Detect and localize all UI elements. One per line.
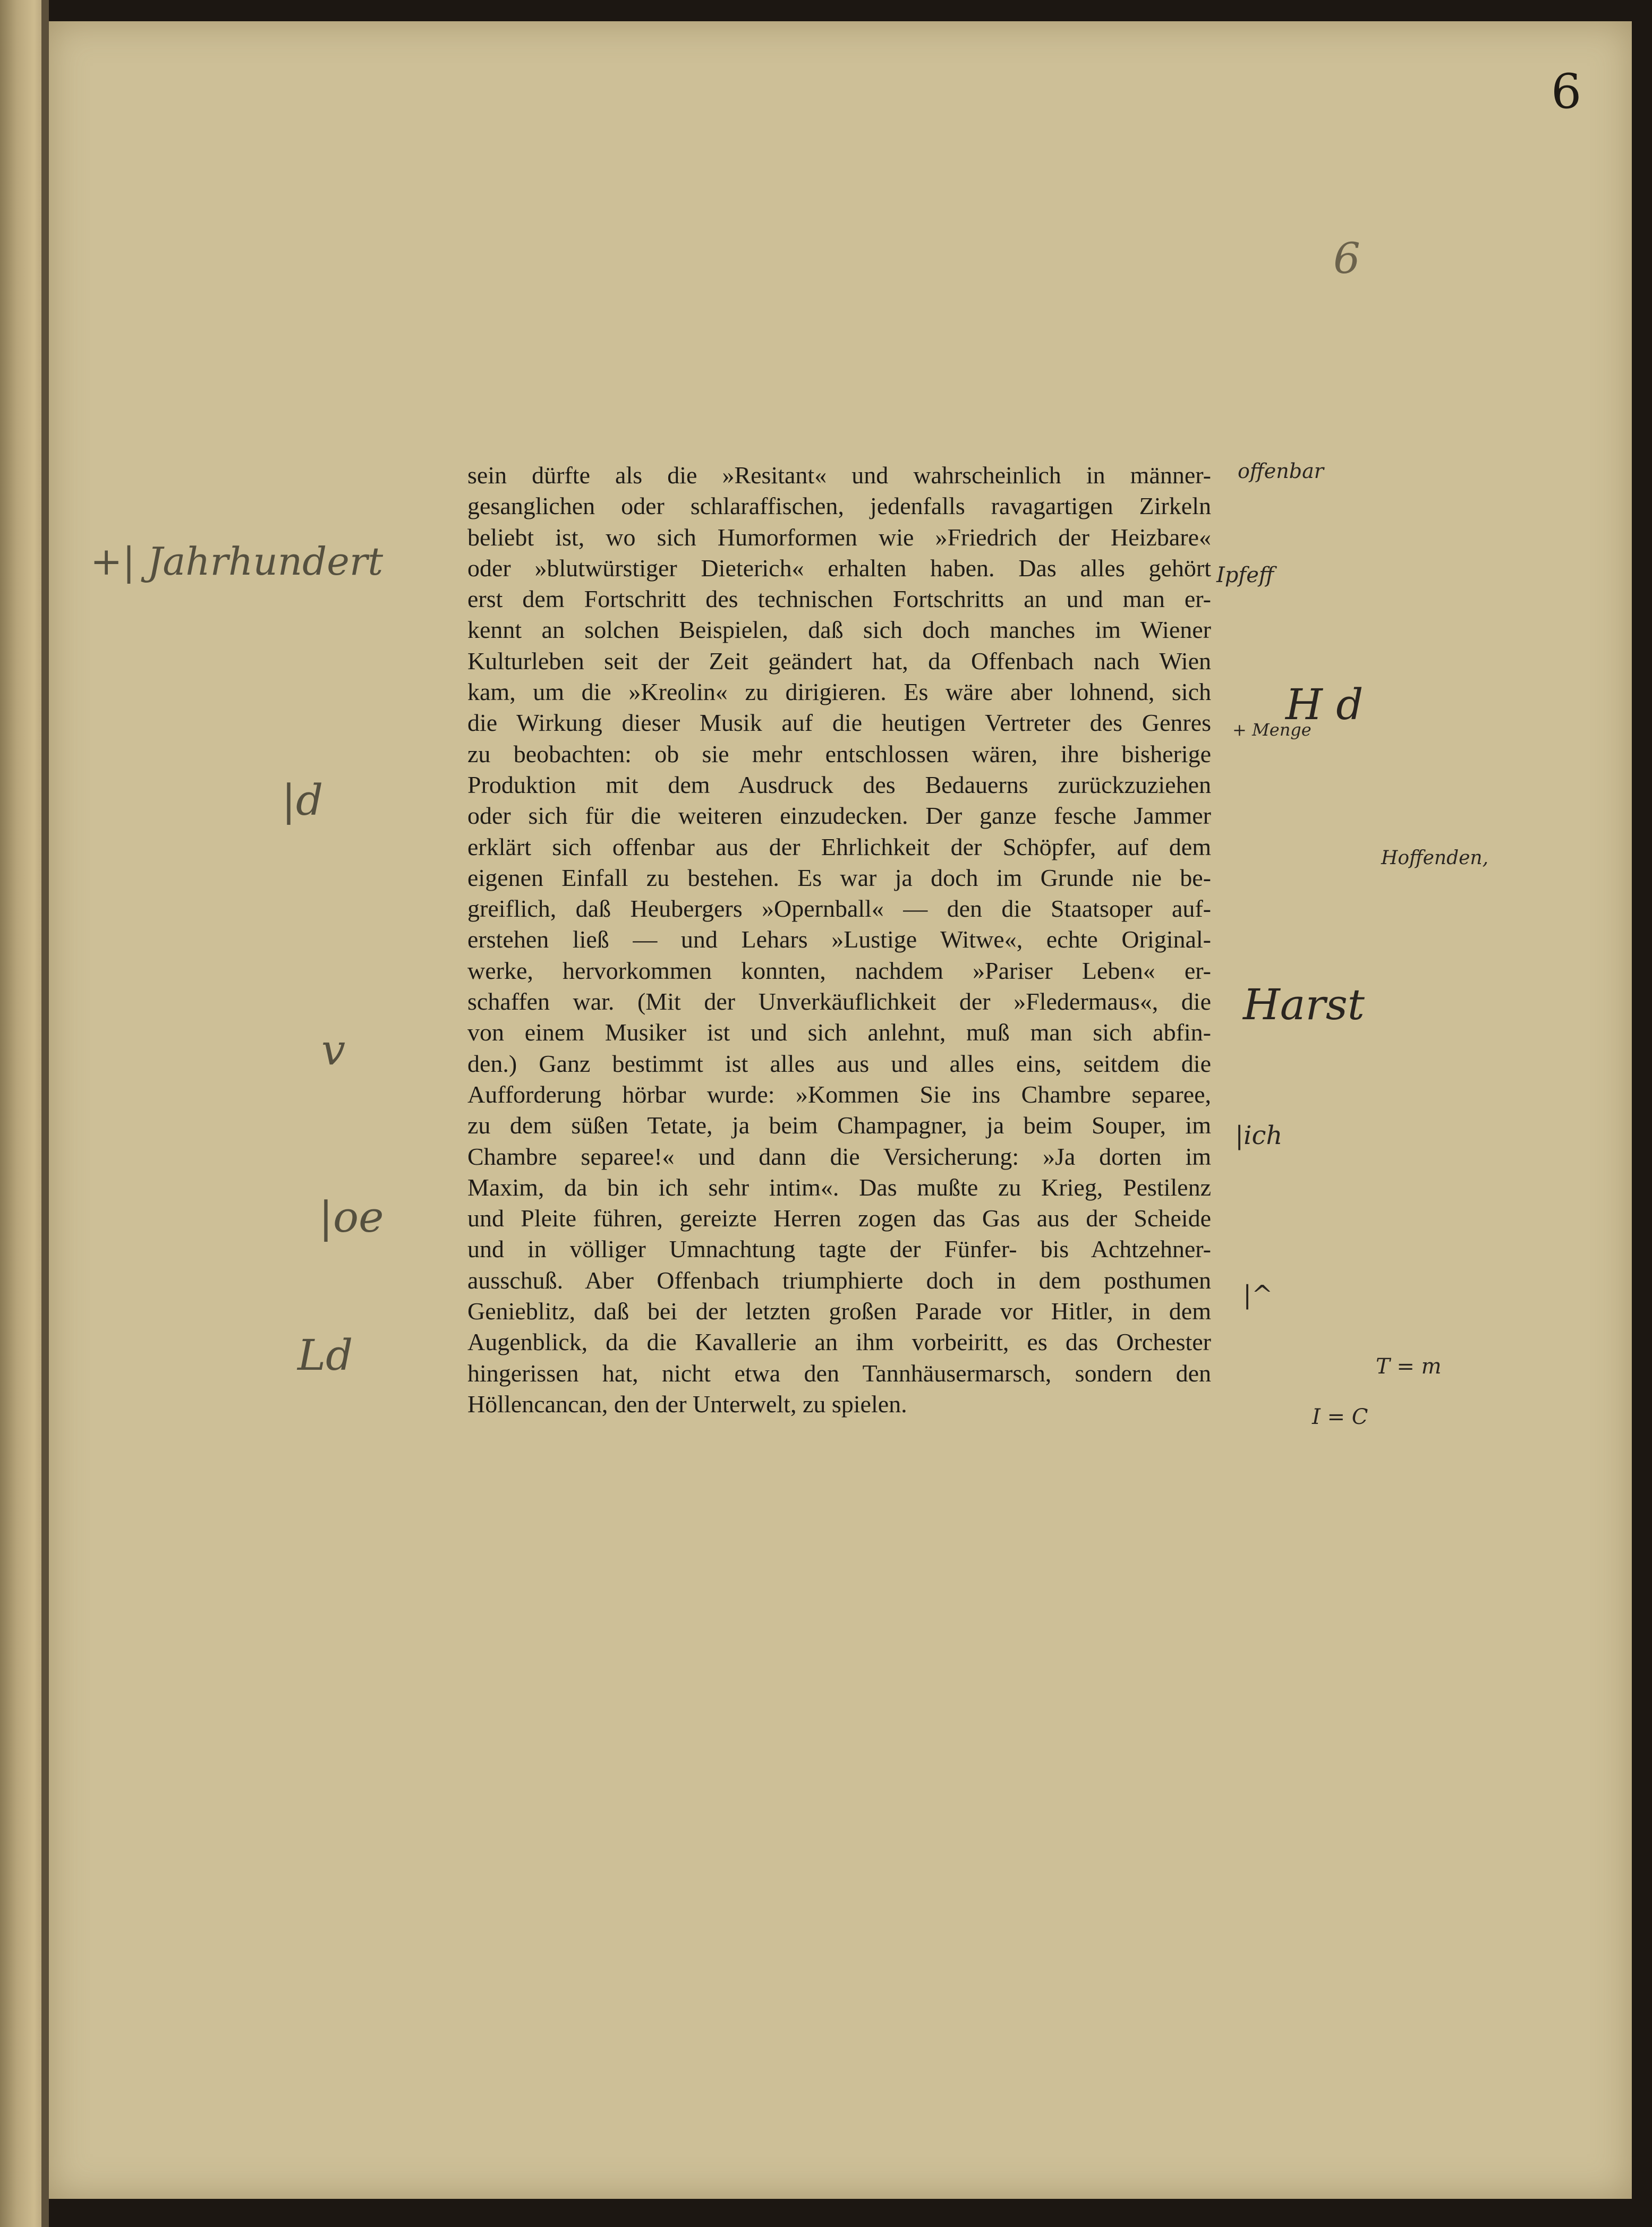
margin-note-left: Ld bbox=[297, 1330, 353, 1380]
margin-note-right: Harst bbox=[1243, 980, 1365, 1029]
text-line: kennt an solchen Beispielen, daß sich doch manches im Wiener bbox=[467, 616, 1211, 644]
text-line: die Wirkung dieser Musik auf die heutigen Vertreter des Genres bbox=[467, 709, 1211, 737]
text-line: eigenen Einfall zu bestehen. Es war ja doch im Grunde nie be- bbox=[467, 864, 1211, 891]
text-line: Kulturleben seit der Zeit geändert hat, da Offenbach nach Wien bbox=[467, 647, 1211, 675]
text-line: ausschuß. Aber Offenbach triumphierte doch in dem posthumen bbox=[467, 1266, 1211, 1294]
margin-note-right: Ipfeff bbox=[1216, 563, 1274, 587]
text-line: erstehen ließ — und Lehars »Lustige Witwe«, echte Original- bbox=[467, 926, 1211, 953]
text-line: Maxim, da bin ich sehr intim«. Das mußte zu Krieg, Pestilenz bbox=[467, 1173, 1211, 1201]
text-line: und Pleite führen, gereizte Herren zogen das Gas aus der Scheide bbox=[467, 1205, 1211, 1232]
text-line: Höllencancan, den der Unterwelt, zu spielen. bbox=[467, 1390, 907, 1418]
pencil-page-number: 6 bbox=[1333, 234, 1360, 283]
margin-note-right: T = m bbox=[1376, 1354, 1442, 1379]
text-line: zu dem süßen Tetate, ja beim Champagner, ja beim Souper, im bbox=[467, 1112, 1211, 1139]
binding-spine-edge bbox=[41, 0, 49, 2227]
margin-note-right: H d bbox=[1285, 680, 1364, 729]
margin-note-left: |d bbox=[282, 775, 323, 825]
margin-note-left: v bbox=[321, 1025, 346, 1074]
body-text bbox=[467, 460, 1211, 1420]
margin-note-left: +| Jahrhundert bbox=[90, 539, 384, 584]
text-line: greiflich, daß Heubergers »Opernball« — den die Staatsoper auf- bbox=[467, 895, 1211, 923]
text-line: schaffen war. (Mit der Unverkäuflichkeit der »Fledermaus«, die bbox=[467, 988, 1211, 1016]
text-line: hingerissen hat, nicht etwa den Tannhäusermarsch, sondern den bbox=[467, 1359, 1211, 1387]
margin-note-right: offenbar bbox=[1238, 459, 1324, 483]
text-line: Genieblitz, daß bei der letzten großen Parade vor Hitler, in dem bbox=[467, 1298, 1211, 1325]
text-line: Produktion mit dem Ausdruck des Bedauerns zurückzuziehen bbox=[467, 771, 1211, 798]
text-line: oder sich für die weiteren einzudecken. Der ganze fesche Jammer bbox=[467, 802, 1211, 830]
text-line: Chambre separee!« und dann die Versicherung: »Ja dorten im bbox=[467, 1142, 1211, 1170]
margin-note-right: |ich bbox=[1235, 1121, 1283, 1150]
text-line: oder »blutwürstiger Dieterich« erhalten haben. Das alles gehört bbox=[467, 554, 1211, 582]
text-line: gesanglichen oder schlaraffischen, jedenfalls ravagartigen Zirkeln bbox=[467, 492, 1211, 520]
margin-note-right: + Menge bbox=[1232, 720, 1312, 740]
text-line: kam, um die »Kreolin« zu dirigieren. Es wäre aber lohnend, sich bbox=[467, 678, 1211, 706]
text-line: von einem Musiker ist und sich anlehnt, muß man sich abfin- bbox=[467, 1019, 1211, 1046]
text-line: und in völliger Umnachtung tagte der Fünfer- bis Achtzehner- bbox=[467, 1235, 1211, 1263]
text-line: zu beobachten: ob sie mehr entschlossen wären, ihre bisherige bbox=[467, 740, 1211, 767]
text-line: erklärt sich offenbar aus der Ehrlichkeit der Schöpfer, auf dem bbox=[467, 833, 1211, 860]
text-line: Aufforderung hörbar wurde: »Kommen Sie ins Chambre separee, bbox=[467, 1080, 1211, 1108]
text-line: beliebt ist, wo sich Humorformen wie »Friedrich der Heizbare« bbox=[467, 523, 1211, 551]
text-line: sein dürfte als die »Resitant« und wahrscheinlich in männer- bbox=[467, 462, 1211, 489]
text-line: Augenblick, da die Kavallerie an ihm vorbeiritt, es das Orchester bbox=[467, 1328, 1211, 1356]
margin-note-left: |oe bbox=[319, 1192, 384, 1242]
margin-note-right: Hoffenden, bbox=[1381, 847, 1489, 869]
margin-note-right: |^ bbox=[1243, 1280, 1273, 1310]
margin-note-right: I = C bbox=[1312, 1405, 1368, 1429]
text-line: werke, hervorkommen konnten, nachdem »Pariser Leben« er- bbox=[467, 957, 1211, 984]
page-number: 6 bbox=[1551, 64, 1582, 120]
text-line: erst dem Fortschritt des technischen Fortschritts an und man er- bbox=[467, 585, 1211, 613]
text-line: den.) Ganz bestimmt ist alles aus und alles eins, seitdem die bbox=[467, 1049, 1211, 1077]
